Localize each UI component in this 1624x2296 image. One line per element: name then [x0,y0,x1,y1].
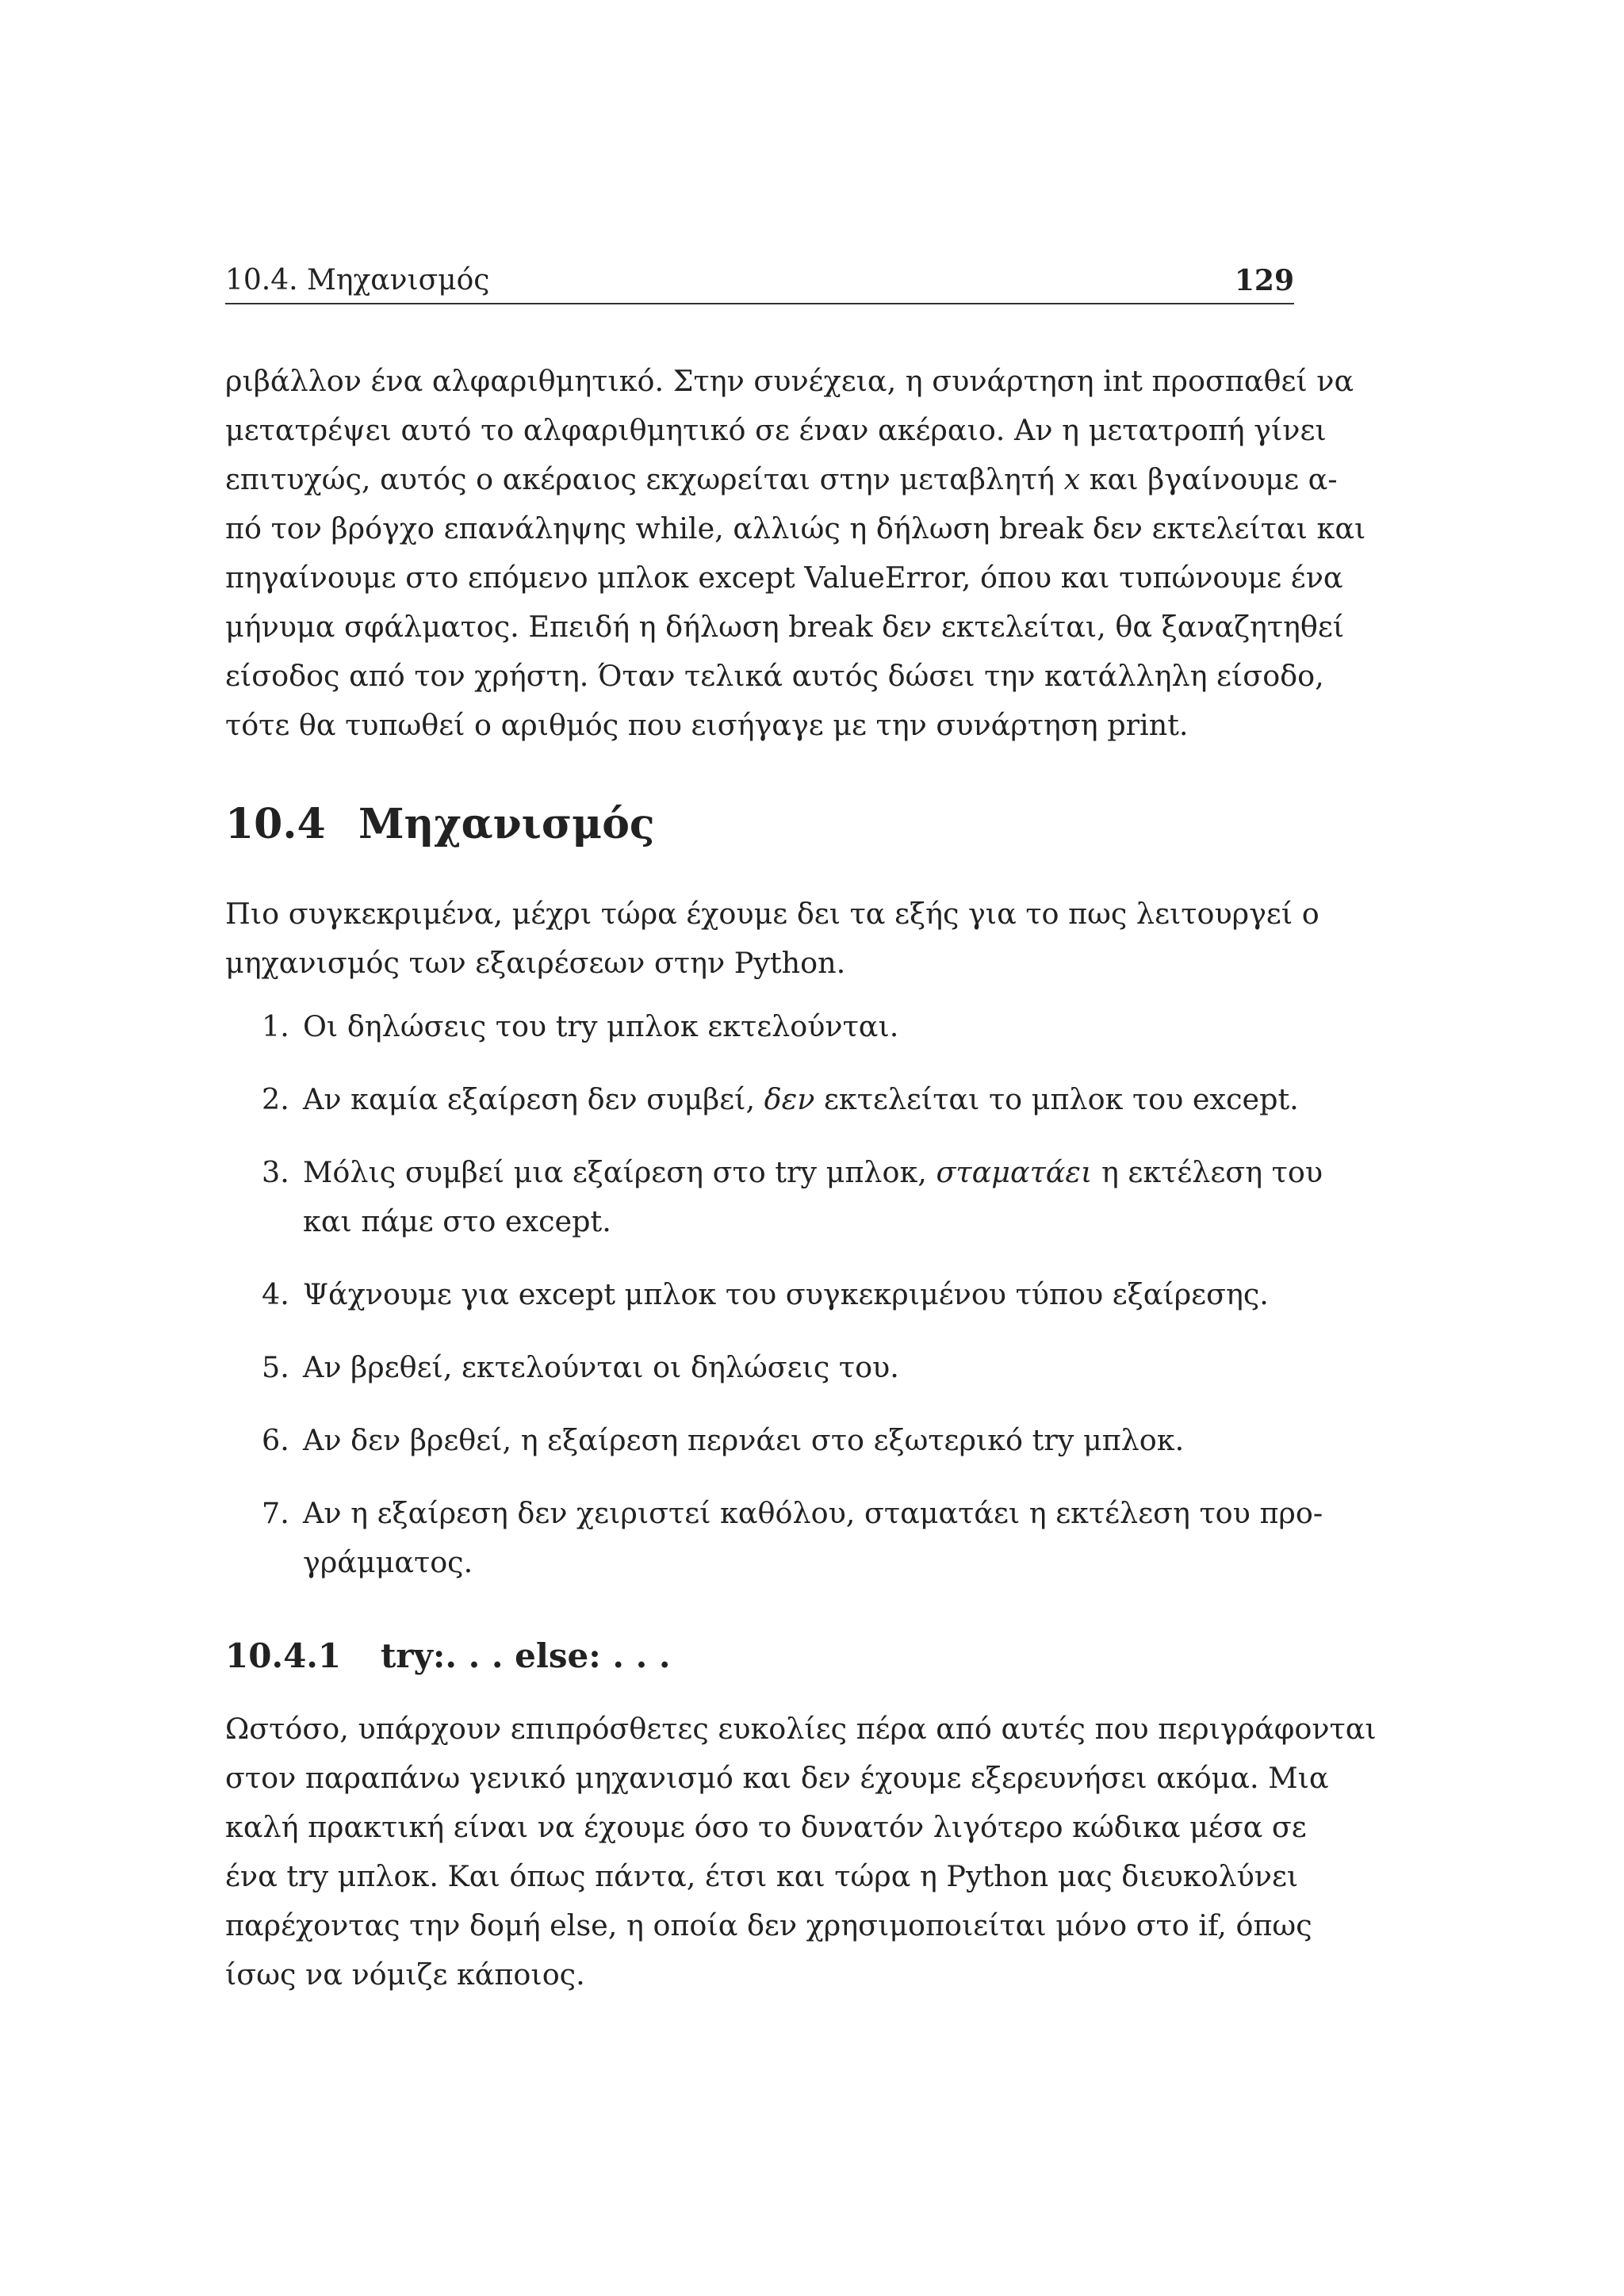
paragraph-line: στον παραπάνω γενικό μηχανισμό και δεν έχουμε εξερευνήσει ακόμα. Μια [225,1761,1329,1795]
list-item-text: Ψάχνουμε για except μπλοκ του συγκεκριμένου τύπου εξαίρεσης. [303,1277,1269,1311]
list-item-text: Αν δεν βρεθεί, η εξαίρεση περνάει στο εξωτερικό try μπλοκ. [303,1423,1185,1457]
subsection-title: try:. . . else: . . . [381,1636,671,1675]
math-variable: x [1063,462,1081,496]
list-item-text: Αν η εξαίρεση δεν χειριστεί καθόλου, σταματάει η εκτέλεση του προ- γράμματος. [303,1496,1323,1579]
paragraph-line: καλή πρακτική είναι να έχουμε όσο το δυνατόν λιγότερο κώδικα μέσα σε [225,1810,1307,1844]
list-marker: 4. [262,1277,289,1311]
list-marker: 2. [262,1082,289,1116]
subsection-heading [225,1632,670,1681]
paragraph-line: παρέχοντας την δομή else, η οποία δεν χρησιμοποιείται μόνο στο if, όπως [225,1908,1312,1942]
section-number: 10.4 [225,800,326,848]
paragraph-line: πηγαίνουμε στο επόμενο μπλοκ except ValueError, όπου και τυπώνουμε ένα [225,561,1343,595]
section-heading [225,796,655,853]
list-marker: 6. [262,1423,289,1457]
intro-paragraph [225,357,1366,750]
paragraph-line: μετατρέψει αυτό το αλφαριθμητικό σε έναν ακέραιο. Αν η μετατροπή γίνει [225,413,1327,447]
emphasis: δεν [764,1082,815,1116]
running-head [225,258,1294,304]
paragraph-line: ένα try μπλοκ. Και όπως πάντα, έτσι και τώρα η Python μας διευκολύνει [225,1859,1299,1893]
subsection-number: 10.4.1 [225,1636,342,1675]
paragraph-line: μηχανισμός των εξαιρέσεων στην Python. [225,946,846,980]
list-marker: 3. [262,1155,289,1189]
paragraph-line: Πιο συγκεκριμένα, μέχρι τώρα έχουμε δει τα εξής για το πως λειτουργεί ο [225,897,1320,931]
list-marker: 1. [262,1009,289,1043]
section-paragraph [225,890,1320,988]
paragraph-line: επιτυχώς, αυτός ο ακέραιος εκχωρείται στην μεταβλητή x και βγαίνουμε α- [225,462,1338,496]
list-item-text: Αν βρεθεί, εκτελούνται οι δηλώσεις του. [303,1350,899,1384]
page-number: 129 [1234,264,1294,297]
paragraph-line: ριβάλλον ένα αλφαριθμητικό. Στην συνέχεια, η συνάρτηση int προσπαθεί να [225,364,1354,398]
paragraph-line: είσοδος από τον χρήστη. Όταν τελικά αυτός δώσει την κατάλληλη είσοδο, [225,659,1324,693]
list-marker: 5. [262,1350,289,1384]
paragraph-line: τότε θα τυπωθεί ο αριθμός που εισήγαγε με την συνάρτηση print. [225,708,1189,742]
paragraph-line: Ωστόσο, υπάρχουν επιπρόσθετες ευκολίες πέρα από αυτές που περιγράφονται [225,1712,1377,1746]
emphasis: σταματάει [936,1155,1093,1189]
paragraph-line: πό τον βρόγχο επανάληψης while, αλλιώς η δήλωση break δεν εκτελείται και [225,511,1366,545]
running-head-section: 10.4. Μηχανισμός [225,264,490,297]
subsection-paragraph [225,1705,1377,1999]
list-item-text: Μόλις συμβεί μια εξαίρεση στο try μπλοκ, σταματάει η εκτέλεση του και πάμε στο except. [303,1155,1323,1238]
list-item-text: Οι δηλώσεις του try μπλοκ εκτελούνται. [303,1009,899,1043]
list-item-text: Αν καμία εξαίρεση δεν συμβεί, δεν εκτελείται το μπλοκ του except. [303,1082,1299,1116]
list-marker: 7. [262,1496,289,1530]
paragraph-line: μήνυμα σφάλματος. Επειδή η δήλωση break δεν εκτελείται, θα ξαναζητηθεί [225,610,1345,644]
paragraph-line: ίσως να νόμιζε κάποιος. [225,1957,585,1992]
section-title: Μηχανισμός [358,800,655,848]
